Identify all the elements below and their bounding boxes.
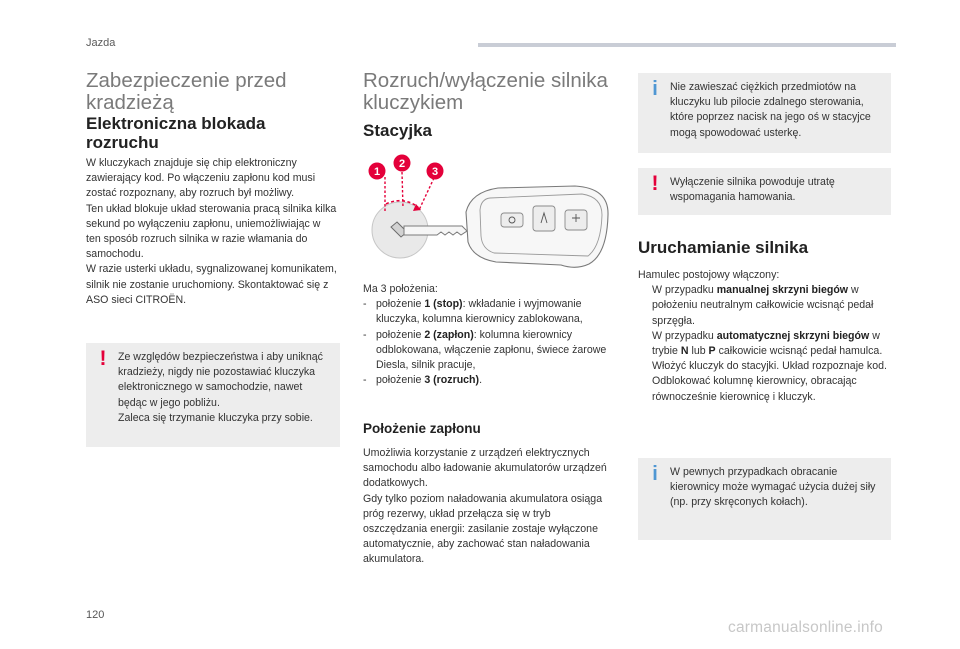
page-number: 120 <box>86 609 105 621</box>
list-item: - położenie 1 (stop): wkładanie i wyjmowanie kluczyka, kolumna kierownicy zablokowana, <box>363 298 583 326</box>
starting-steps <box>638 268 894 405</box>
info-box <box>638 73 891 153</box>
ignition-position-heading: Położenie zapłonu <box>363 421 481 436</box>
header-bar <box>478 43 896 47</box>
watermark: carmanualsonline.info <box>728 619 883 636</box>
warning-box <box>638 168 891 215</box>
positions-intro: Ma 3 położenia: <box>363 283 438 295</box>
warning-text: Wyłączenie silnika powoduje utratę wspomagania hamowania. <box>670 176 835 204</box>
positions-block <box>363 282 618 388</box>
list-item: W przypadku automatycznej skrzyni biegów w trybie N lub P całkowicie wcisnąć pedał hamulca. <box>652 329 883 358</box>
steps-intro: Hamulec postojowy włączony: <box>638 269 780 281</box>
callout-2-label: 2 <box>398 158 406 170</box>
immobiliser-text <box>86 156 338 308</box>
warning-box <box>86 343 340 447</box>
callout-3-label: 3 <box>431 166 439 178</box>
warning-text: Zaleca się trzymanie kluczyka przy sobie. <box>118 411 313 424</box>
paragraph: Umożliwia korzystanie z urządzeń elektrycznych samochodu albo ładowanie akumulatorów urządzeń dodatkowych. <box>363 447 607 490</box>
dash-bullet: - <box>363 374 367 387</box>
key-illustration <box>363 150 613 275</box>
paragraph: W kluczykach znajduje się chip elektroniczny zawierający kod. Po włączeniu zapłonu kod musi zostać rozpoznany, aby rozruch był możliwy. <box>86 157 316 200</box>
list-item: Włożyć kluczyk do stacyjki. Układ rozpoznaje kod. <box>652 360 887 373</box>
dash-bullet: - <box>363 328 367 341</box>
list-item: W przypadku manualnej skrzyni biegów w położeniu neutralnym całkowicie wcisnąć pedał sprzęgła. <box>652 284 874 327</box>
info-icon: i <box>652 463 658 485</box>
callout-1-label: 1 <box>373 166 381 178</box>
info-text: Nie zawieszać ciężkich przedmiotów na kluczyku lub pilocie zdalnego sterowania, które poprzez nacisk na jego oś w stacyjce mogą spowodować usterkę. <box>670 81 871 139</box>
paragraph: Gdy tylko poziom naładowania akumulatora osiąga próg rezerwy, układ przełącza się w tryb oszczędzania energii: zasilanie zostaje wyłączone automatycznie, aby zachować stan naładowania akumulatora. <box>363 492 603 566</box>
section-header: Jazda <box>86 37 116 49</box>
ignition-title: Rozruch/wyłączenie silnika kluczykiem <box>363 69 608 114</box>
ignition-position-text <box>363 446 613 568</box>
info-box <box>638 458 891 540</box>
immobiliser-subtitle: Elektroniczna blokada rozruchu <box>86 114 266 152</box>
paragraph: Ten układ blokuje układ sterowania pracą silnika kilka sekund po wyłączeniu zapłonu, uniemożliwiając w ten sposób rozruch silnika w razie włamania do samochodu. <box>86 202 337 261</box>
ignition-switch-subtitle: Stacyjka <box>363 121 432 140</box>
list-item: - położenie 3 (rozruch). <box>363 373 618 388</box>
dash-bullet: - <box>363 298 367 311</box>
info-icon: i <box>652 78 658 100</box>
list-item: - położenie 2 (zapłon): kolumna kierownicy odblokowana, włączenie zapłonu, świece żarowe Diesla, silnik pracuje, <box>363 328 607 372</box>
warning-icon: ! <box>651 172 659 195</box>
warning-icon: ! <box>99 347 107 370</box>
warning-text: Ze względów bezpieczeństwa i aby uniknąć kradzieży, nigdy nie pozostawiać kluczyka elektronicznego w samochodzie, nawet będąc w jego pobliżu. <box>118 351 323 409</box>
starting-engine-title: Uruchamianie silnika <box>638 238 809 257</box>
paragraph: W razie usterki układu, sygnalizowanej komunikatem, silnik nie zostanie uruchomiony. Skontaktować się z ASO sieci CITROËN. <box>86 263 337 306</box>
info-text: W pewnych przypadkach obracanie kierownicy może wymagać użycia dużej siły (np. przy skręconych kołach). <box>670 466 876 509</box>
anti-theft-title: Zabezpieczenie przed kradzieżą <box>86 69 287 114</box>
list-item: Odblokować kolumnę kierownicy, obracając równocześnie kierownicę i kluczyk. <box>652 375 857 403</box>
